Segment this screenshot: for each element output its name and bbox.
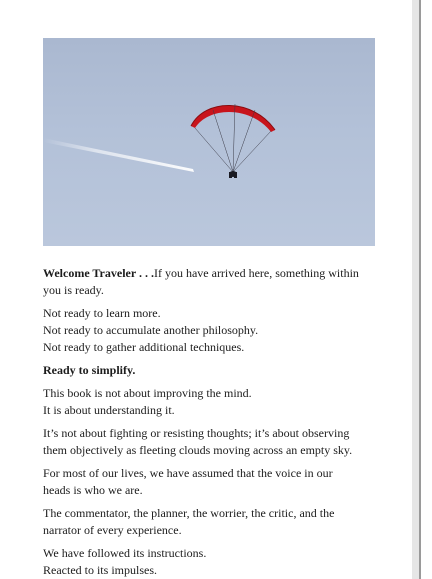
followed-line: We have followed its instructions. (43, 546, 207, 560)
intro-line-2: you is ready. (43, 283, 104, 297)
observing-line: them objectively as fleeting clouds moving across an empty sky. (43, 443, 353, 457)
not-ready-line: Not ready to learn more. (43, 306, 161, 320)
book-about-line: It is about understanding it. (43, 403, 175, 417)
paraglider-pilot (229, 171, 237, 178)
intro-paragraph (43, 265, 375, 299)
commentator-paragraph (43, 505, 375, 539)
observing-paragraph (43, 425, 375, 459)
book-about-line: This book is not about improving the mind. (43, 386, 252, 400)
right-gutter (421, 0, 432, 579)
followed-paragraph (43, 545, 375, 579)
page-scrollbar-track[interactable] (412, 0, 419, 579)
paraglider-photo-drawing (43, 38, 375, 246)
not-ready-paragraph (43, 305, 375, 356)
not-ready-line: Not ready to accumulate another philosophy. (43, 323, 259, 337)
paraglider-photo (43, 38, 375, 246)
book-about-paragraph (43, 385, 375, 419)
paraglider-canopy (191, 105, 275, 132)
ready-heading: Ready to simplify. (43, 363, 136, 377)
observing-line: It’s not about fighting or resisting thoughts; it’s about observing (43, 426, 350, 440)
intro-rest: If you have arrived here, something within (153, 266, 359, 280)
assumed-paragraph (43, 465, 375, 499)
assumed-line: For most of our lives, we have assumed that the voice in our (43, 466, 333, 480)
intro-bold-lead: Welcome Traveler . . . (43, 266, 154, 280)
commentator-line: The commentator, the planner, the worrier, the critic, and the (43, 506, 335, 520)
commentator-line: narrator of every experience. (43, 523, 182, 537)
page-text (43, 265, 375, 579)
not-ready-line: Not ready to gather additional techniques. (43, 340, 245, 354)
followed-line: Reacted to its impulses. (43, 563, 157, 577)
contrail (43, 138, 194, 172)
assumed-line: heads is who we are. (43, 483, 143, 497)
